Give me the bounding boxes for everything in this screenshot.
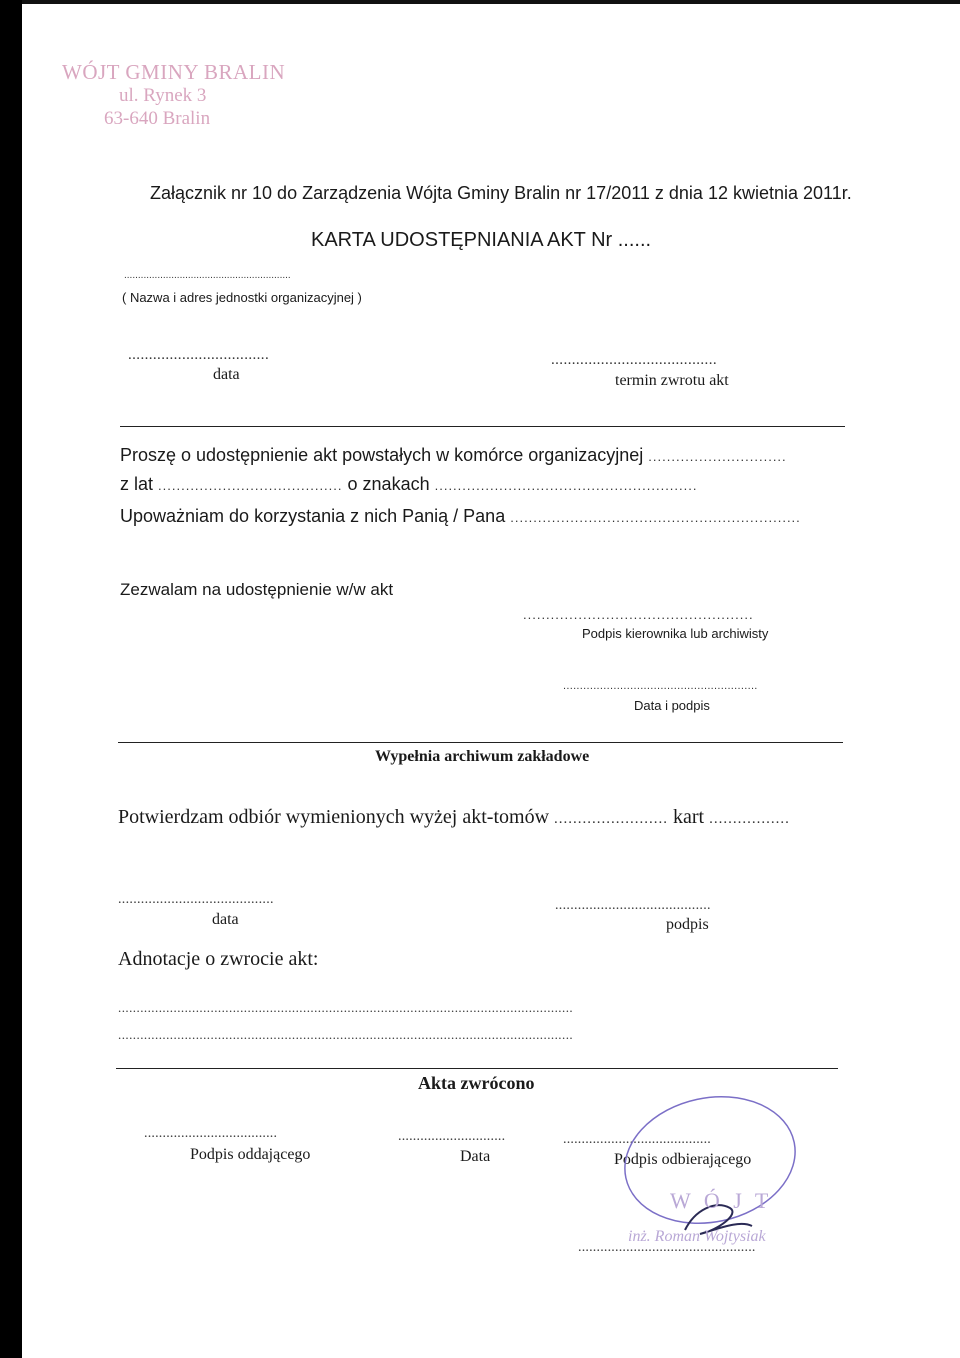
request-line-1-dots: .............................. — [648, 449, 787, 464]
return-date-label: Data — [460, 1148, 491, 1165]
request-line-2-dots-b: ......................................................... — [434, 478, 698, 493]
archive-heading: Wypełnia archiwum zakładowe — [375, 748, 590, 765]
receiver-label: Podpis odbierającego — [614, 1151, 752, 1168]
confirm-dots-a: ........................ — [554, 811, 669, 827]
return-label: termin zwrotu akt — [615, 372, 729, 389]
request-line-2 — [120, 474, 697, 495]
request-line-1-text: Proszę o udostępnienie akt powstałych w komórce organizacyjnej — [120, 445, 644, 465]
scan-top-edge — [0, 0, 960, 4]
approval-sig-dots: .................................................. — [523, 607, 754, 622]
stamp-title: W Ó J T — [670, 1188, 773, 1213]
request-line-1 — [120, 445, 787, 466]
notes-line-1: ........................................................................................................................... — [118, 1000, 574, 1015]
approval-sig-label: Podpis kierownika lub archiwisty — [582, 626, 769, 641]
return-date-dots: ............................. — [398, 1129, 506, 1144]
divider-3 — [116, 1068, 838, 1069]
request-line-2-text-b: o znakach — [347, 474, 430, 494]
archive-date-label: data — [212, 911, 239, 928]
giver-dots: .................................... — [144, 1126, 278, 1141]
request-line-3 — [120, 506, 801, 527]
date-label: data — [213, 366, 240, 383]
request-line-2-text-a: z lat — [120, 474, 154, 494]
archive-sign-label: podpis — [666, 916, 709, 933]
returned-heading: Akta zwrócono — [418, 1073, 535, 1093]
official-stamp — [600, 1090, 820, 1260]
approval-text: Zezwalam na udostępnienie w/w akt — [120, 580, 394, 599]
archive-date-dots: ......................................... — [118, 892, 274, 907]
office-stamp — [62, 60, 285, 131]
confirm-dots-b: ................. — [709, 811, 790, 827]
annex-title: Załącznik nr 10 do Zarządzenia Wójta Gminy Bralin nr 17/2011 z dnia 12 kwietnia 2011r. — [150, 183, 852, 203]
divider-1 — [120, 426, 845, 427]
return-dots: ........................................ — [551, 352, 717, 368]
divider-2 — [118, 742, 843, 743]
receiver-dots: ........................................ — [563, 1132, 711, 1147]
approval-date-dots: .......................................................... — [563, 680, 758, 692]
confirm-line — [118, 806, 790, 829]
request-line-3-text: Upoważniam do korzystania z nich Panią / Pana — [120, 506, 506, 526]
stamp-line-2: ul. Rynek 3 — [119, 85, 207, 107]
archive-sign-dots: ......................................... — [555, 898, 711, 913]
unit-dots: ............................................................ — [124, 270, 291, 281]
stamp-line-1: WÓJT GMINY BRALIN — [62, 60, 286, 84]
final-sign-dots: ................................................ — [578, 1240, 756, 1255]
notes-label: Adnotacje o zwrocie akt: — [118, 948, 319, 970]
request-line-2-dots-a: ........................................ — [158, 478, 343, 493]
notes-line-2: ........................................................................................................................... — [118, 1027, 574, 1042]
scan-left-edge — [0, 0, 22, 1358]
date-dots: .................................. — [128, 347, 270, 363]
unit-label: ( Nazwa i adres jednostki organizacyjnej ) — [122, 290, 362, 305]
confirm-text: Potwierdzam odbiór wymienionych wyżej akt-tomów — [118, 806, 550, 828]
stamp-line-3: 63-640 Bralin — [104, 107, 211, 129]
stamp-name: inż. Roman Wojtysiak — [628, 1228, 766, 1245]
giver-label: Podpis oddającego — [190, 1146, 311, 1163]
kart-label: kart — [673, 806, 705, 828]
card-title: KARTA UDOSTĘPNIANIA AKT Nr ...... — [311, 229, 652, 251]
approval-date-label: Data i podpis — [634, 698, 710, 713]
request-line-3-dots: ............................................................... — [510, 510, 801, 525]
